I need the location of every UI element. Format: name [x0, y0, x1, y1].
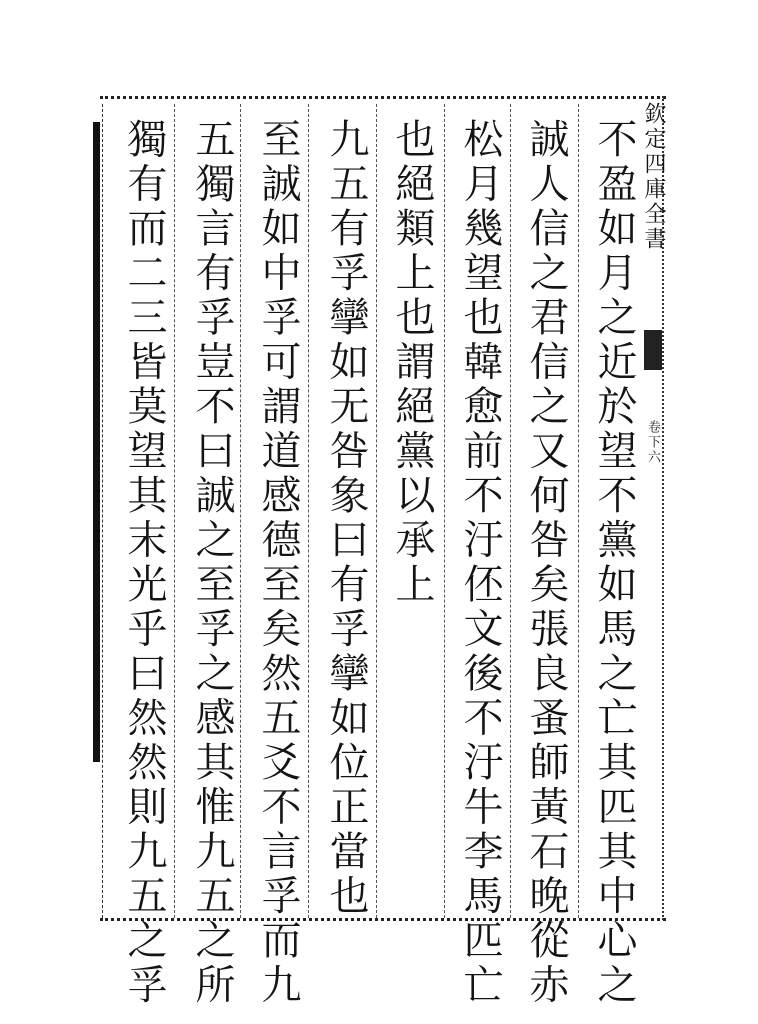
text-column-8: 獨有而二三皆莫望其末光乎曰然然則九五之孚	[121, 118, 167, 1008]
page-left-border	[93, 122, 100, 762]
margin-page-label: 卷下六	[645, 420, 660, 465]
margin-book-title: 欽定四庫全書	[641, 102, 666, 252]
text-column-3: 松月幾望也韓愈前不汙伾文後不汙牛李馬匹亡	[457, 118, 503, 1008]
column-rule	[444, 104, 445, 918]
text-column-6: 至誠如中孚可謂道感德至矣然五爻不言孚而九	[255, 118, 301, 1008]
fishtail-mark	[644, 330, 662, 370]
column-rule	[240, 104, 241, 918]
column-rule	[510, 104, 511, 918]
text-column-2: 誠人信之君信之又何咎矣張良蚤師黃石晚從赤	[523, 118, 569, 1008]
column-rule	[308, 104, 309, 918]
page-top-border	[100, 96, 666, 99]
text-column-1: 不盈如月之近於望不黨如馬之亡其匹其中心之	[591, 118, 637, 1008]
page-left-rule	[102, 104, 103, 918]
text-column-5: 九五有孚攣如无咎象曰有孚攣如位正當也	[323, 118, 369, 919]
book-page	[97, 96, 667, 924]
text-column-4: 也絕類上也謂絕黨以承上	[389, 118, 435, 608]
column-rule	[174, 104, 175, 918]
column-rule	[376, 104, 377, 918]
column-rule	[578, 104, 579, 918]
text-column-7: 五獨言有孚豈不曰誠之至孚之感其惟九五之所	[189, 118, 235, 1008]
page-bottom-border	[100, 918, 666, 921]
